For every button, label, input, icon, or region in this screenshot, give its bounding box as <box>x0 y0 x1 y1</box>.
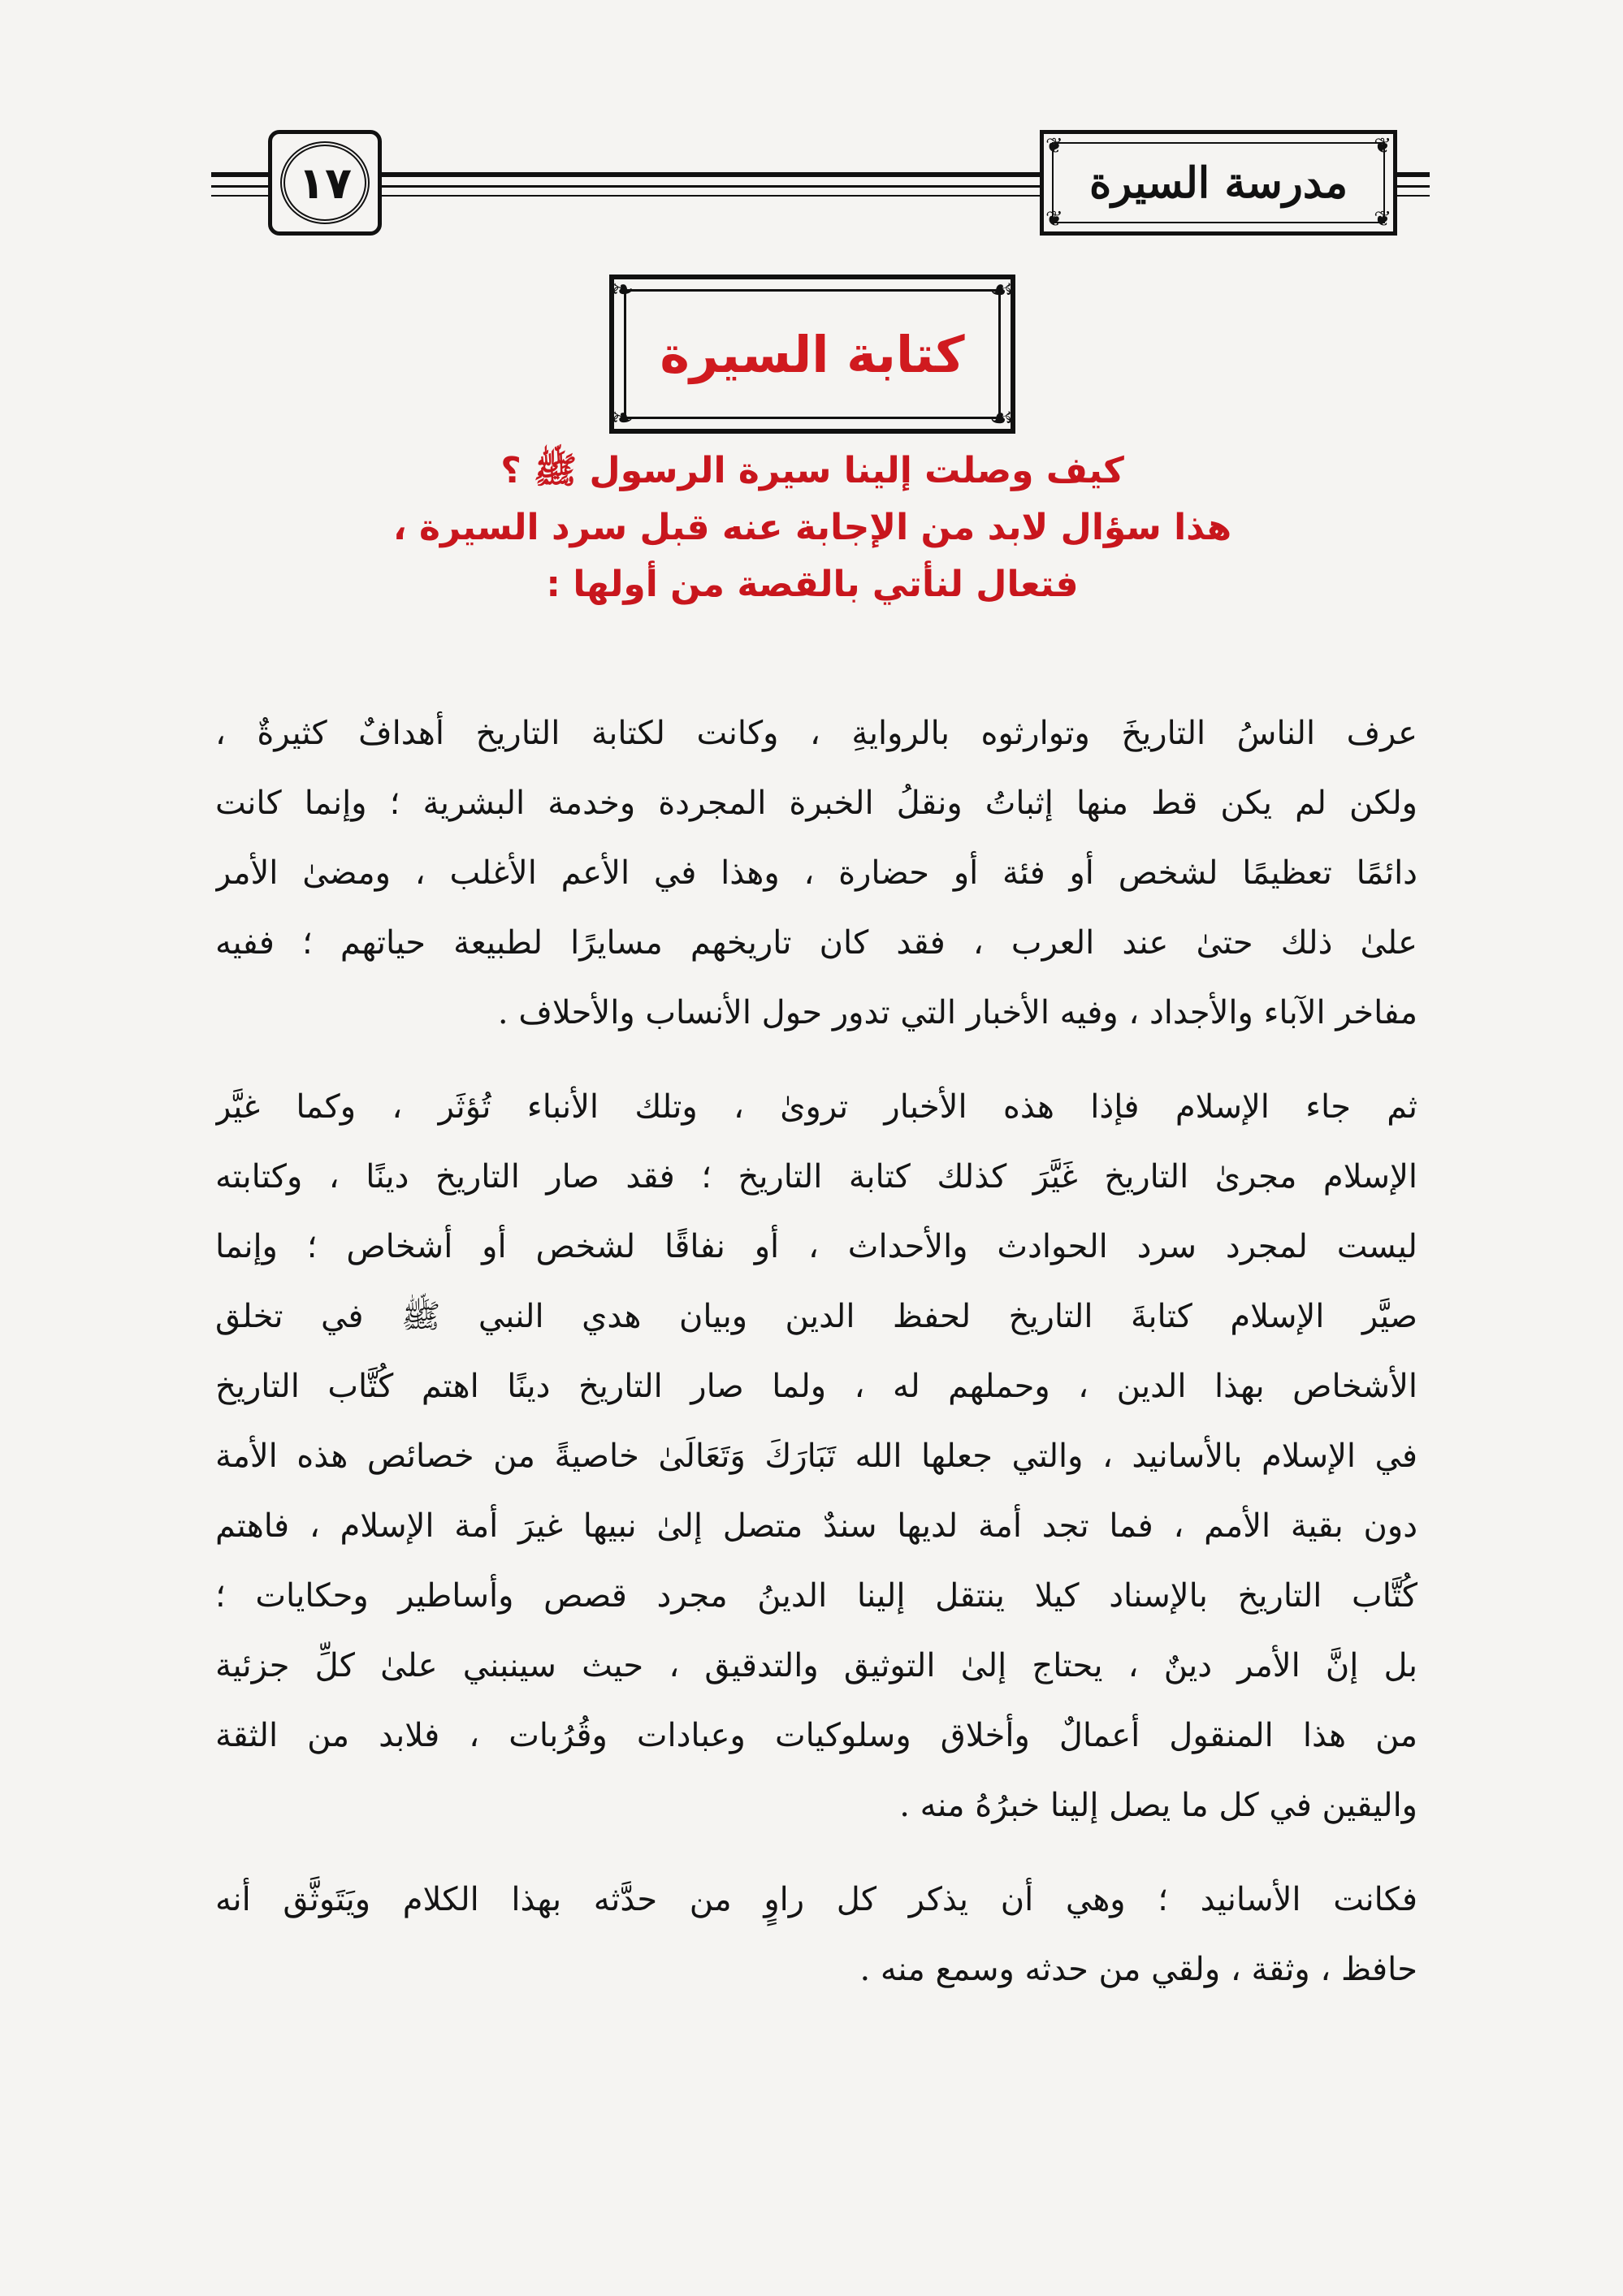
text-line: علىٰ ذلك حتىٰ عند العرب ، فقد كان تاريخهم مسايرًا لطبيعة حياتهم ؛ ففيه <box>215 924 1417 962</box>
text-line: دائمًا تعظيمًا لشخص أو فئة أو حضارة ، وهذا في الأعم الأغلب ، ومضىٰ الأمر <box>215 854 1417 892</box>
text-line: ليست لمجرد سرد الحوادث والأحداث ، أو نفاقًا لشخص أو أشخاص ؛ وإنما <box>215 1228 1417 1265</box>
chapter-title-inner <box>624 289 1001 419</box>
text-line: في الإسلام بالأسانيد ، والتي جعلها الله تَبَارَكَ وَتَعَالَىٰ خاصيةً من خصائص هذه الأمة <box>215 1438 1417 1475</box>
text-line: صيَّر الإسلام كتابةَ التاريخ لحفظ الدين وبيان هدي النبي ﷺ في تخلق <box>215 1298 1417 1335</box>
running-title-frame <box>1040 130 1397 236</box>
header-rule <box>211 185 276 188</box>
paragraph <box>215 698 1417 1048</box>
header-rule <box>211 195 276 197</box>
page-header <box>211 130 1430 236</box>
text-line: بل إنَّ الأمر دينٌ ، يحتاج إلىٰ التوثيق والتدقيق ، حيث سينبني علىٰ كلِّ جزئية <box>215 1647 1417 1684</box>
text-line: ثم جاء الإسلام فإذا هذه الأخبار تروىٰ ، وتلك الأنباء تُؤثَر ، وكما غيَّر <box>215 1088 1417 1126</box>
paragraph <box>215 1865 1417 2004</box>
text-line: دون بقية الأمم ، فما تجد أمة لديها سندٌ متصل إلىٰ نبيها غيرَ أمة الإسلام ، فاهتم <box>215 1507 1417 1545</box>
paragraph <box>215 1072 1417 1840</box>
text-line: مفاخر الآباء والأجداد ، وفيه الأخبار التي تدور حول الأنساب والأحلاف . <box>497 994 1417 1031</box>
running-title: مدرسة السيرة <box>1052 142 1385 223</box>
chapter-title-frame <box>609 275 1015 434</box>
text-line: الإسلام مجرىٰ التاريخ غَيَّرَ كذلك كتابة التاريخ ؛ فقد صار التاريخ دينًا ، وكتابته <box>215 1158 1417 1196</box>
ornament-icon: ❦ <box>1045 207 1063 231</box>
ornament-icon: ☙ <box>989 402 1014 435</box>
text-line: عرف الناسُ التاريخَ وتوارثوه بالروايةِ ، وكانت لكتابة التاريخ أهدافٌ كثيرةٌ ، <box>215 715 1417 752</box>
text-line: من هذا المنقول أعمالٌ وأخلاق وسلوكيات وعبادات وقُرُبات ، فلابد من الثقة <box>215 1717 1417 1754</box>
text-line: فكانت الأسانيد ؛ وهي أن يذكر كل راوٍ من حدَّثه بهذا الكلام ويَتَوثَّق أنه <box>215 1881 1417 1918</box>
text-line: واليقين في كل ما يصل إلينا خبرُهُ منه . <box>899 1787 1417 1824</box>
page-number: ١٧ <box>280 141 370 224</box>
ornament-icon: ☙ <box>989 274 1014 306</box>
chapter-title: كتابة السيرة <box>660 324 965 384</box>
subheading: فتعال لنأتي بالقصة من أولها : <box>546 564 1079 605</box>
body-text <box>215 698 1417 2004</box>
ornament-icon: ❧ <box>611 274 634 306</box>
ornament-icon: ❦ <box>1045 134 1063 158</box>
page-number-frame <box>268 130 382 236</box>
text-line: حافظ ، وثقة ، ولقي من حدثه وسمع منه . <box>859 1951 1417 1988</box>
ornament-icon: ❦ <box>1374 134 1391 158</box>
subheadings <box>244 443 1381 613</box>
subheading: كيف وصلت إلينا سيرة الرسول ﷺ ؟ <box>500 450 1124 491</box>
subheading: هذا سؤال لابد من الإجابة عنه قبل سرد السيرة ، <box>392 507 1232 548</box>
ornament-icon: ❧ <box>611 402 634 435</box>
text-line: كُتَّاب التاريخ بالإسناد كيلا ينتقل إلينا الدينُ مجرد قصص وأساطير وحكايات ؛ <box>215 1577 1417 1615</box>
ornament-icon: ❦ <box>1374 207 1391 231</box>
text-line: ولكن لم يكن قط منها إثباتُ ونقلُ الخبرة المجردة وخدمة البشرية ؛ وإنما كانت <box>215 785 1417 822</box>
header-rule <box>211 172 276 177</box>
text-line: الأشخاص بهذا الدين ، وحملهم له ، ولما صار التاريخ دينًا اهتم كُتَّاب التاريخ <box>215 1368 1417 1405</box>
